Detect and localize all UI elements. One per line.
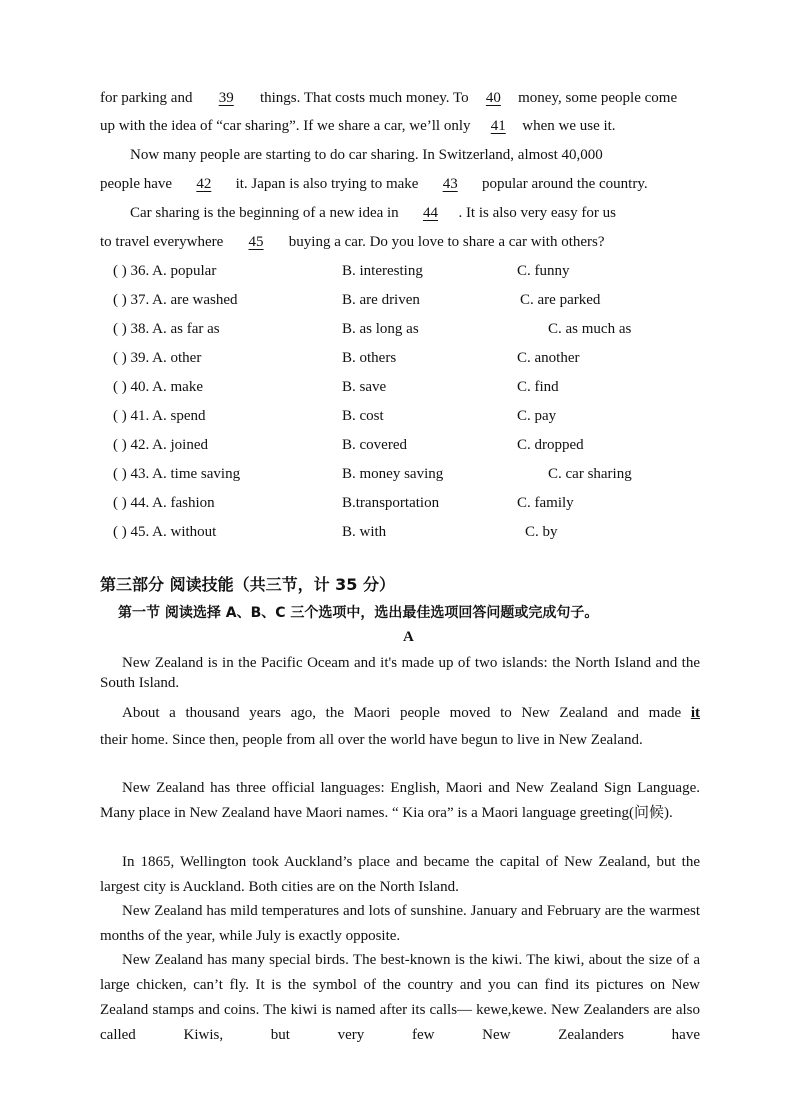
option-b: B. money saving	[342, 466, 444, 482]
option-c: C. another	[517, 350, 580, 366]
option-a: ( ) 40. A. make	[113, 379, 203, 395]
text: up with the idea of “car sharing”. If we share a car, we’ll only	[100, 118, 471, 134]
cloze-line-4	[100, 174, 648, 194]
option-c: C. dropped	[517, 437, 584, 453]
cloze-line-6	[100, 232, 605, 252]
option-a: ( ) 43. A. time saving	[113, 466, 241, 482]
option-b: B. others	[342, 350, 397, 366]
text: money, some people come	[518, 90, 678, 106]
option-c: C. by	[525, 524, 558, 540]
option-b: B. covered	[342, 437, 407, 453]
option-a: ( ) 37. A. are washed	[113, 292, 238, 308]
option-c: C. family	[517, 495, 574, 511]
option-a: ( ) 44. A. fashion	[113, 495, 215, 511]
paragraph-text: their home. Since then, people from all over the world have begun to live in New Zealand.	[100, 732, 643, 748]
option-c: C. as much as	[548, 321, 632, 337]
text: buying a car. Do you love to share a car with others?	[288, 234, 605, 250]
section-subheading: 第一节 阅读选择 A、B、C 三个选项中，选出最佳选项回答问题或完成句子。	[118, 605, 599, 621]
blank-40: 40	[485, 90, 501, 106]
text: for parking and	[100, 90, 193, 106]
text: when we use it.	[522, 118, 616, 134]
cloze-line-2	[100, 116, 616, 136]
option-a: ( ) 36. A. popular	[113, 263, 217, 279]
underlined-word-it: it	[690, 705, 701, 721]
passage-paragraph-5: New Zealand has mild temperatures and lots of sunshine. January and February are the warmest months of the year, while July is exactly opposite.	[100, 903, 700, 944]
option-a: ( ) 42. A. joined	[113, 437, 208, 453]
option-b: B. save	[342, 379, 387, 395]
option-b: B. with	[342, 524, 387, 540]
passage-letter: A	[403, 629, 414, 645]
text: to travel everywhere	[100, 234, 224, 250]
passage-paragraph-2	[100, 703, 700, 752]
text: Car sharing is the beginning of a new idea in	[130, 205, 399, 221]
blank-39: 39	[218, 90, 234, 106]
cloze-line-5	[130, 203, 616, 223]
blank-42: 42	[196, 176, 212, 192]
option-b: B.transportation	[342, 495, 440, 511]
option-c: C. are parked	[520, 292, 601, 308]
option-c: C. pay	[517, 408, 557, 424]
cloze-line-3	[130, 145, 603, 165]
paragraph-line	[100, 703, 700, 723]
option-a: ( ) 41. A. spend	[113, 408, 206, 424]
passage-paragraph-6: New Zealand has many special birds. The best-known is the kiwi. The kiwi, about the size of a large chicken, can’t fly. It is the symbol of the country and you can find its pictures on New Zealand stamps and coins. The kiwi is named after its calls— kewe,kewe. New Zealanders are also called Kiwis, but very few New Zealanders have	[100, 952, 700, 1043]
option-a: ( ) 45. A. without	[113, 524, 217, 540]
blank-43: 43	[442, 176, 458, 192]
text: popular around the country.	[481, 176, 648, 192]
passage-paragraph-4: In 1865, Wellington took Auckland’s place and became the capital of New Zealand, but the largest city is Auckland. Both cities are on the North Island.	[100, 854, 700, 895]
option-b: B. interesting	[342, 263, 423, 279]
passage-paragraph-1: New Zealand is in the Pacific Oceam and it's made up of two islands: the North Island and the South Island.	[100, 655, 700, 691]
blank-45: 45	[248, 234, 264, 250]
option-c: C. funny	[517, 263, 570, 279]
option-b: B. are driven	[342, 292, 420, 308]
option-b: B. cost	[342, 408, 384, 424]
text: people have	[100, 176, 173, 192]
text: About a thousand years ago, the Maori people moved to New Zealand and made	[122, 705, 682, 721]
option-a: ( ) 39. A. other	[113, 350, 202, 366]
passage-paragraph-3: New Zealand has three official languages: English, Maori and New Zealand Sign Language. Many place in New Zealand have Maori names. “ Kia ora” is a Maori language greeting(问候).	[100, 780, 700, 821]
option-a: ( ) 38. A. as far as	[113, 321, 220, 337]
option-c: C. car sharing	[548, 466, 632, 482]
blank-41: 41	[490, 118, 506, 134]
text: things. That costs much money. To	[259, 90, 469, 106]
blank-44: 44	[422, 205, 438, 221]
text: it. Japan is also trying to make	[235, 176, 419, 192]
text: . It is also very easy for us	[458, 205, 616, 221]
option-c: C. find	[517, 379, 559, 395]
text: Now many people are starting to do car sharing. In Switzerland, almost 40,000	[130, 147, 603, 163]
section-heading: 第三部分 阅读技能（共三节，计 35 分）	[100, 575, 395, 594]
cloze-line-1	[100, 88, 677, 108]
option-b: B. as long as	[342, 321, 419, 337]
